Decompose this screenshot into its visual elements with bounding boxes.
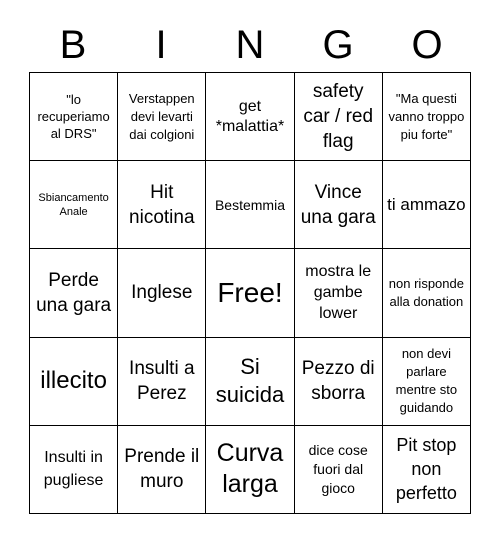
bingo-cell-r3-c0[interactable]: illecito (30, 338, 118, 426)
bingo-cell-r3-c1[interactable]: Insulti a Perez (118, 338, 206, 426)
bingo-cell-r4-c0[interactable]: Insulti in pugliese (30, 426, 118, 514)
bingo-cell-r3-c3[interactable]: Pezzo di sborra (295, 338, 383, 426)
bingo-cell-r0-c1[interactable]: Verstappen devi levarti dai colgioni (118, 73, 206, 161)
bingo-cell-r1-c3[interactable]: Vince una gara (295, 161, 383, 249)
bingo-cell-r4-c3[interactable]: dice cose fuori dal gioco (295, 426, 383, 514)
header-letter-g: G (322, 23, 354, 67)
bingo-cell-r1-c2[interactable]: Bestemmia (206, 161, 294, 249)
bingo-cell-r2-c3[interactable]: mostra le gambe lower (295, 249, 383, 337)
header-letter-b: B (59, 23, 87, 67)
bingo-cell-r1-c4[interactable]: ti ammazo (383, 161, 471, 249)
bingo-header (29, 18, 471, 72)
header-letter-i: I (155, 23, 167, 67)
header-letter-n: N (235, 23, 265, 67)
bingo-cell-r1-c0[interactable]: Sbiancamento Anale (30, 161, 118, 249)
free-space-cell[interactable]: Free! (206, 249, 294, 337)
bingo-cell-r2-c1[interactable]: Inglese (118, 249, 206, 337)
bingo-cell-r0-c3[interactable]: safety car / red flag (295, 73, 383, 161)
bingo-board (29, 72, 471, 514)
bingo-cell-r4-c1[interactable]: Prende il muro (118, 426, 206, 514)
bingo-cell-r4-c4[interactable]: Pit stop non perfetto (383, 426, 471, 514)
bingo-cell-r4-c2[interactable]: Curva larga (206, 426, 294, 514)
bingo-cell-r3-c2[interactable]: Si suicida (206, 338, 294, 426)
bingo-cell-r0-c4[interactable]: "Ma questi vanno troppo piu forte" (383, 73, 471, 161)
bingo-cell-r0-c0[interactable]: "lo recuperiamo al DRS" (30, 73, 118, 161)
header-letter-o: O (411, 23, 443, 67)
bingo-cell-r3-c4[interactable]: non devi parlare mentre sto guidando (383, 338, 471, 426)
bingo-cell-r2-c0[interactable]: Perde una gara (30, 249, 118, 337)
bingo-cell-r1-c1[interactable]: Hit nicotina (118, 161, 206, 249)
bingo-cell-r0-c2[interactable]: get *malattia* (206, 73, 294, 161)
bingo-cell-r2-c4[interactable]: non risponde alla donation (383, 249, 471, 337)
